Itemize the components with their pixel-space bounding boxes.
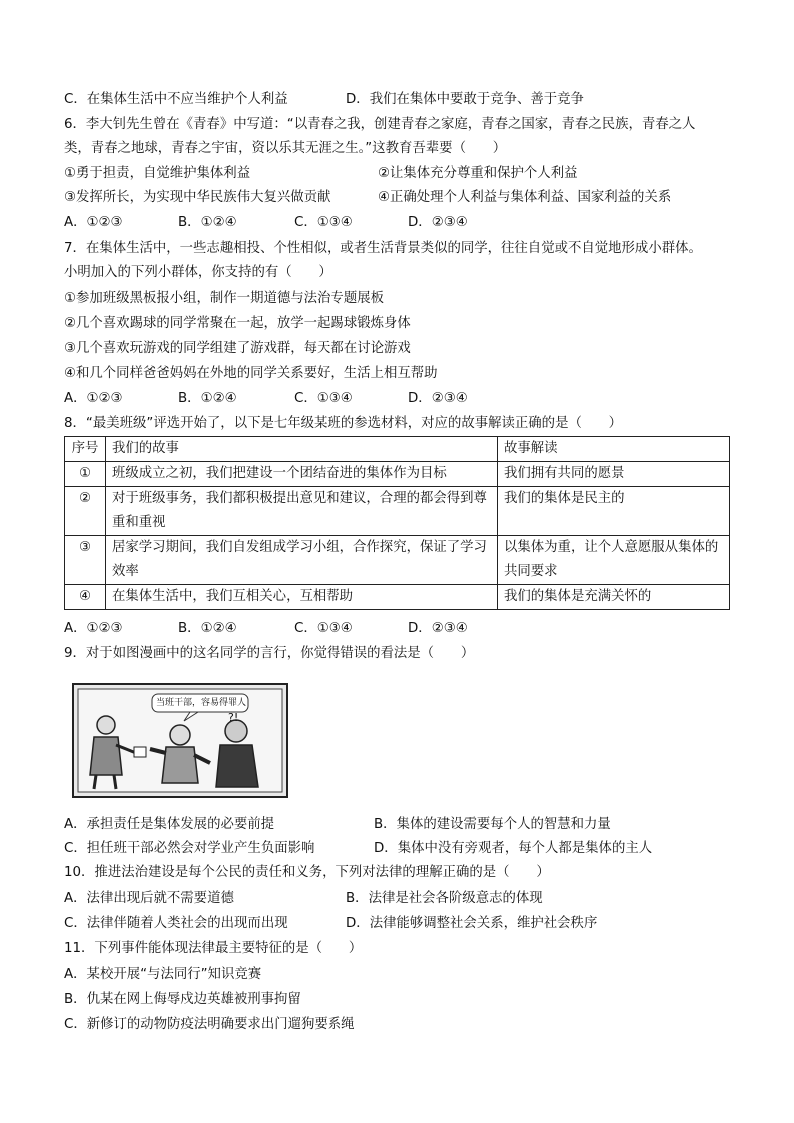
- q9-option-d: D．集体中没有旁观者，每个人都是集体的主人: [374, 841, 653, 856]
- q6-stem-line1: 6．李大钊先生曾在《青春》中写道：“以青春之我，创建青春之家庭，青春之国家，青春之民族，青春之人: [64, 117, 696, 132]
- row-story: 居家学习期间，我们自发组成学习小组，合作探究，保证了学习效率: [106, 536, 498, 585]
- q7-choices: [64, 390, 564, 408]
- cartoon-illustration: [72, 683, 288, 798]
- q7-statement-4: ④和几个同样爸爸妈妈在外地的同学关系要好，生活上相互帮助: [64, 366, 438, 381]
- q11-stem: 11．下列事件能体现法律最主要特征的是（ ）: [64, 941, 363, 956]
- q6-choice-a: A．①②③: [64, 215, 123, 230]
- q6-choice-d: D．②③④: [408, 215, 468, 230]
- q6-stem-line2: 类，青春之地球，青春之宇宙，资以乐其无涯之生。”这教育吾辈要（ ）: [64, 141, 507, 156]
- q5-option-d: D．我们在集体中要敢于竞争、善于竞争: [346, 92, 584, 107]
- q9-option-c: C．担任班干部必然会对学业产生负面影响: [64, 841, 315, 856]
- q11-option-a: A．某校开展“与法同行”知识竞赛: [64, 967, 262, 982]
- q8-stem: 8．“最美班级”评选开始了，以下是七年级某班的参选材料，对应的故事解读正确的是（ ）: [64, 416, 623, 431]
- q8-choices: [64, 620, 564, 638]
- q8-choice-d: D．②③④: [408, 621, 468, 636]
- q10-option-d: D．法律能够调整社会关系，维护社会秩序: [346, 916, 598, 931]
- q11-option-c: C．新修订的动物防疫法明确要求出门遛狗要系绳: [64, 1017, 355, 1032]
- q6-statement-2: ②让集体充分尊重和保护个人利益: [378, 166, 578, 181]
- q10-option-a: A．法律出现后就不需要道德: [64, 891, 234, 906]
- q6-statement-1: ①勇于担责，自觉维护集体利益: [64, 166, 251, 181]
- q9-stem: 9．对于如图漫画中的这名同学的言行，你觉得错误的看法是（ ）: [64, 646, 475, 661]
- header-story: 我们的故事: [106, 437, 498, 462]
- q6-statement-3: ③发挥所长，为实现中华民族伟大复兴做贡献: [64, 190, 331, 205]
- q9-option-b: B．集体的建设需要每个人的智慧和力量: [374, 817, 611, 832]
- q10-option-c: C．法律伴随着人类社会的出现而出现: [64, 916, 288, 931]
- row-reading: 我们的集体是民主的: [498, 487, 730, 536]
- row-number: ①: [65, 462, 106, 487]
- q9-option-a: A．承担责任是集体发展的必要前提: [64, 817, 275, 832]
- q7-stem-line2: 小明加入的下列小群体，你支持的有（ ）: [64, 265, 332, 280]
- table-header-row: [65, 437, 730, 462]
- q6-choice-c: C．①③④: [294, 215, 353, 230]
- q8-choice-a: A．①②③: [64, 621, 123, 636]
- q8-choice-c: C．①③④: [294, 621, 353, 636]
- row-number: ②: [65, 487, 106, 536]
- row-number: ③: [65, 536, 106, 585]
- q5-option-c: C．在集体生活中不应当维护个人利益: [64, 92, 288, 107]
- header-number: 序号: [65, 437, 106, 462]
- q7-choice-d: D．②③④: [408, 391, 468, 406]
- q7-choice-b: B．①②④: [178, 391, 237, 406]
- q10-stem: 10．推进法治建设是每个公民的责任和义务，下列对法律的理解正确的是（ ）: [64, 865, 550, 880]
- q7-statement-2: ②几个喜欢踢球的同学常聚在一起，放学一起踢球锻炼身体: [64, 316, 411, 331]
- row-story: 对于班级事务，我们都积极提出意见和建议，合理的都会得到尊重和重视: [106, 487, 498, 536]
- svg-text:?!: ?!: [228, 711, 239, 724]
- row-number: ④: [65, 585, 106, 610]
- table-row: [65, 462, 730, 487]
- row-story: 在集体生活中，我们互相关心，互相帮助: [106, 585, 498, 610]
- q7-choice-a: A．①②③: [64, 391, 123, 406]
- q6-choice-b: B．①②④: [178, 215, 237, 230]
- table-row: [65, 487, 730, 536]
- q11-option-b: B．仇某在网上侮辱戍边英雄被刑事拘留: [64, 992, 301, 1007]
- story-table: [64, 436, 730, 610]
- row-reading: 我们拥有共同的愿景: [498, 462, 730, 487]
- row-story: 班级成立之初，我们把建设一个团结奋进的集体作为目标: [106, 462, 498, 487]
- q8-choice-b: B．①②④: [178, 621, 237, 636]
- q10-option-b: B．法律是社会各阶级意志的体现: [346, 891, 543, 906]
- cartoon-speech-text: 当班干部，容易得罪人: [156, 698, 247, 708]
- row-reading: 以集体为重，让个人意愿服从集体的共同要求: [498, 536, 730, 585]
- q6-choices: [64, 214, 564, 232]
- header-reading: 故事解读: [498, 437, 730, 462]
- q7-statement-1: ①参加班级黑板报小组，制作一期道德与法治专题展板: [64, 291, 384, 306]
- q7-choice-c: C．①③④: [294, 391, 353, 406]
- q7-stem-line1: 7．在集体生活中，一些志趣相投、个性相似，或者生活背景类似的同学，往往自觉或不自觉地形成小群体。: [64, 241, 702, 256]
- table-row: [65, 536, 730, 585]
- q7-statement-3: ③几个喜欢玩游戏的同学组建了游戏群，每天都在讨论游戏: [64, 341, 411, 356]
- q6-statement-4: ④正确处理个人利益与集体利益、国家利益的关系: [378, 190, 672, 205]
- table-row: [65, 585, 730, 610]
- row-reading: 我们的集体是充满关怀的: [498, 585, 730, 610]
